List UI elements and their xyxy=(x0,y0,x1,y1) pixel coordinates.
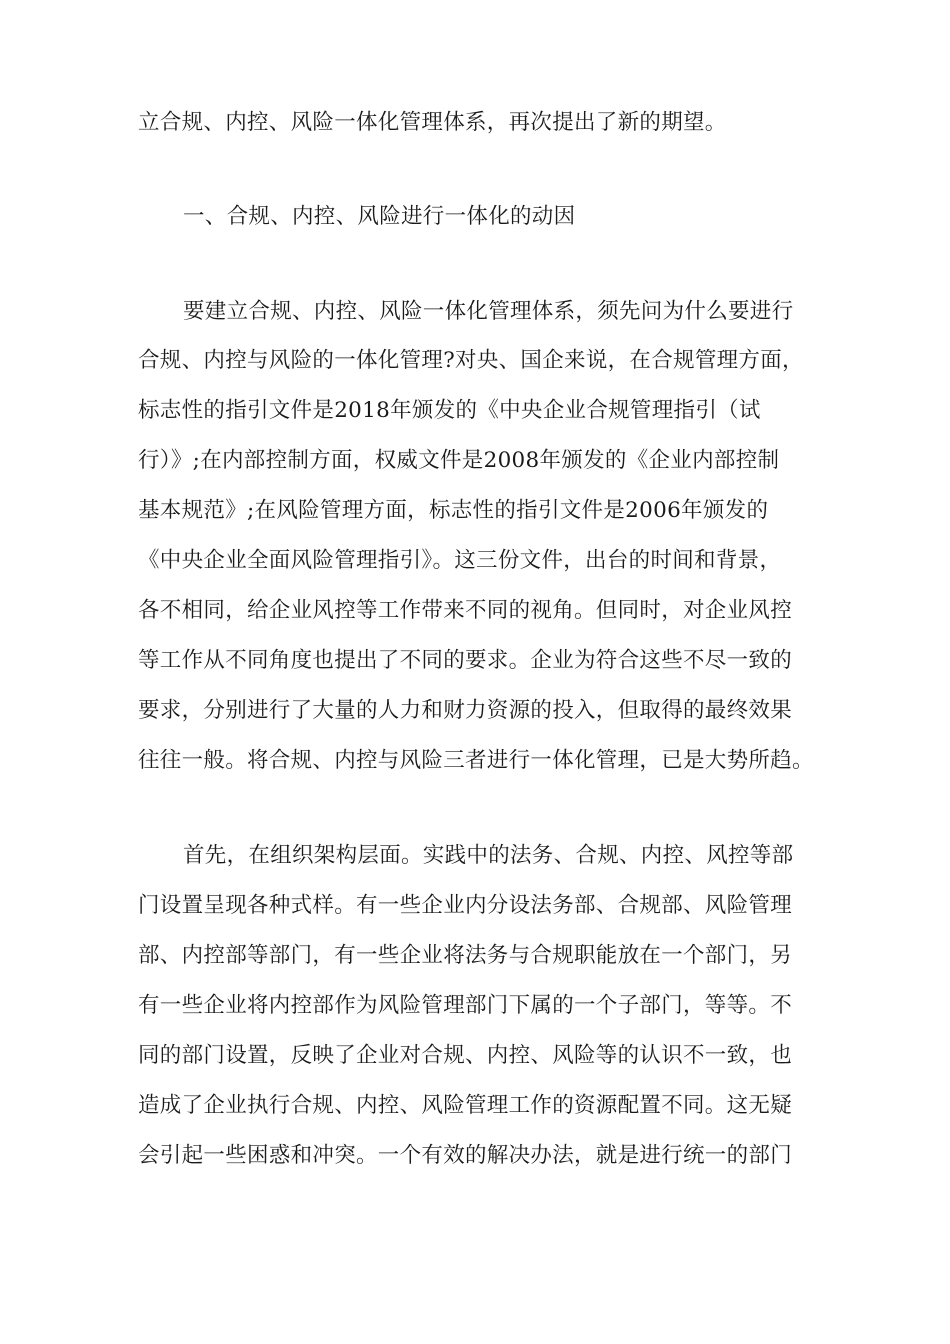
paragraph-line: 造成了企业执行合规、内控、风险管理工作的资源配置不同。这无疑 xyxy=(138,1093,793,1118)
paragraph-line: 要求，分别进行了大量的人力和财力资源的投入，但取得的最终效果 xyxy=(138,698,793,723)
paragraph-line: 合规、内控与风险的一体化管理?对央、国企来说，在合规管理方面， xyxy=(138,348,804,373)
paragraph-line: 各不相同，给企业风控等工作带来不同的视角。但同时，对企业风控 xyxy=(138,598,793,623)
paragraph-line: 《中央企业全面风险管理指引》。这三份文件，出台的时间和背景， xyxy=(138,548,782,573)
paragraph-line: 首先，在组织架构层面。实践中的法务、合规、内控、风控等部 xyxy=(183,843,794,868)
paragraph-continuation-line: 立合规、内控、风险一体化管理体系，再次提出了新的期望。 xyxy=(138,110,727,135)
paragraph-line: 往往一般。将合规、内控与风险三者进行一体化管理，已是大势所趋。 xyxy=(138,748,814,773)
paragraph-line: 有一些企业将内控部作为风险管理部门下属的一个子部门，等等。不 xyxy=(138,993,793,1018)
paragraph-line: 要建立合规、内控、风险一体化管理体系，须先问为什么要进行 xyxy=(183,299,794,324)
paragraph-line: 部、内控部等部门，有一些企业将法务与合规职能放在一个部门，另 xyxy=(138,943,793,968)
paragraph-line: 基本规范》;在风险管理方面，标志性的指引文件是2006年颁发的 xyxy=(138,498,769,523)
paragraph-line: 标志性的指引文件是2018年颁发的《中央企业合规管理指引（试 xyxy=(138,398,761,423)
section-heading: 一、合规、内控、风险进行一体化的动因 xyxy=(183,204,576,229)
paragraph-line: 门设置呈现各种式样。有一些企业内分设法务部、合规部、风险管理 xyxy=(138,893,793,918)
paragraph-line: 同的部门设置，反映了企业对合规、内控、风险等的认识不一致，也 xyxy=(138,1043,793,1068)
paragraph-line: 会引起一些困惑和冲突。一个有效的解决办法，就是进行统一的部门 xyxy=(138,1143,793,1168)
paragraph-line: 等工作从不同角度也提出了不同的要求。企业为符合这些不尽一致的 xyxy=(138,648,793,673)
paragraph-line: 行）》;在内部控制方面，权威文件是2008年颁发的《企业内部控制 xyxy=(138,448,780,473)
